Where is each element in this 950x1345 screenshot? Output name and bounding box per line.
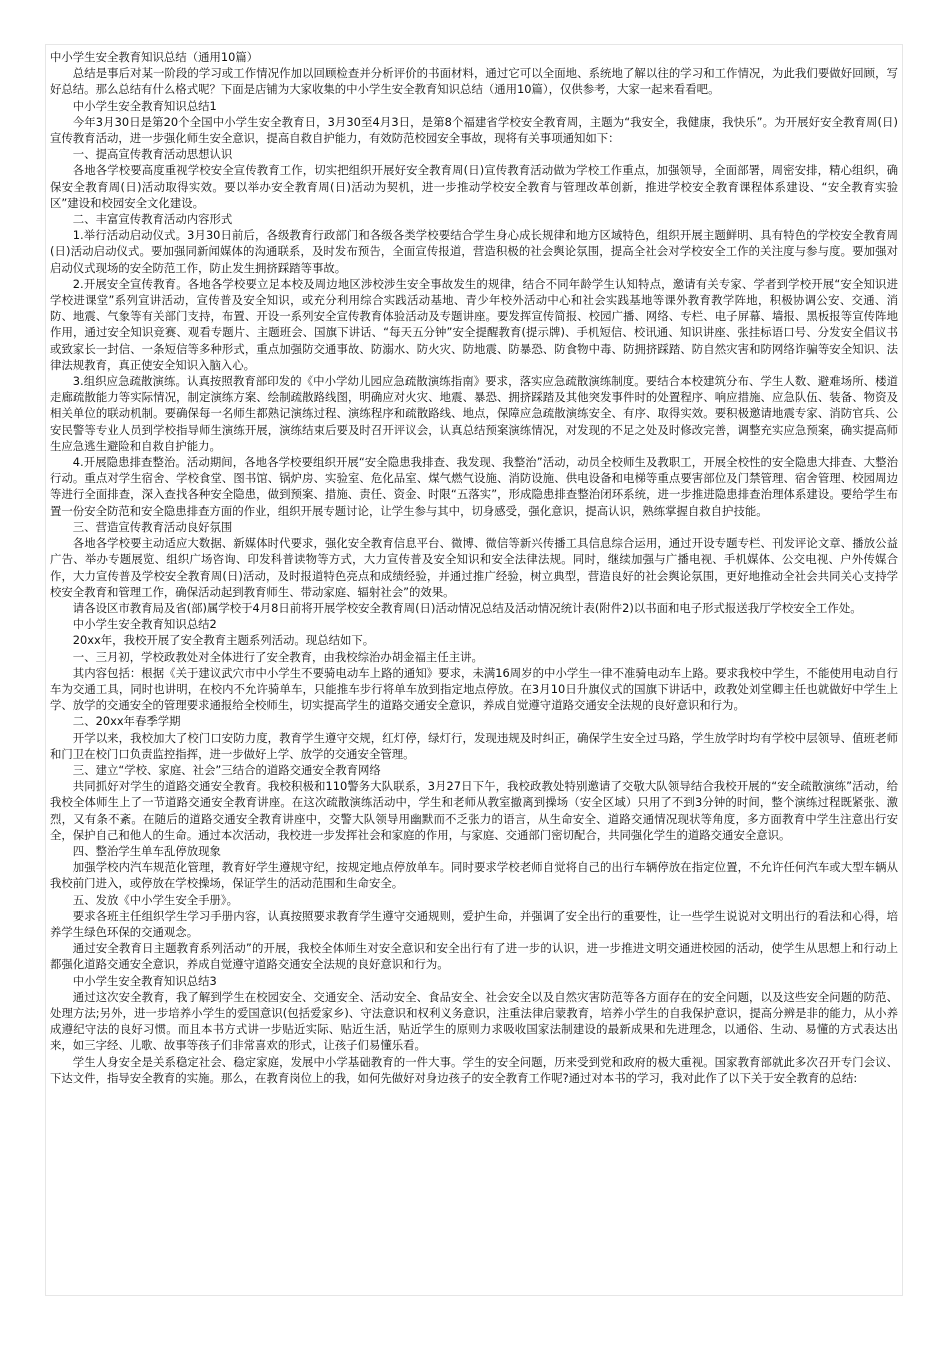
paragraph: 请各设区市教育局及省(部)属学校于4月8日前将开展学校安全教育周(日)活动情况总结及活动情况统计表(附件2)以书面和电子形式报送我厅学校安全工作处。 <box>72 600 862 615</box>
sub-heading: 三、建立“学校、家庭、社会”三结合的道路交通安全教育网络 <box>72 762 381 777</box>
paragraph: 总结是事后对某一阶段的学习或工作情况作加以回顾检查并分析评价的书面材料，通过它可以全面地、系统地了解以往的学习和工作情况，为此我们要做好回顾，写好总结。那么总结有什么格式呢？下面是店铺为大家收集的中小学生安全教育知识总结（通用10篇），仅供参考，大家一起来看看吧。 <box>50 66 898 97</box>
paragraph: 共同抓好对学生的道路交通安全教育。我校积极和110警务大队联系，3月27日下午，我校政教处特别邀请了交敬大队领导结合我校开展的“安全疏散演练”活动，给我校全体师生上了一节道路交通安全教育讲座。在这次疏散演练活动中，学生和老师从教室撤离到操场（安全区域）只用了不到3分钟的时间，整个演练过程既紧张、激烈，又有条不紊。在随后的道路交通安全教育讲座中，交警大队领导用幽默而不乏张力的语言，从生命安全、道路交通情况现状等角度，多方面教育中学生注意出行安全，保护自己和他人的生命。通过本次活动，我校进一步发挥社会和家庭的作用，与家庭、交通部门密切配合，共同强化学生的道路交通安全意识。 <box>50 779 898 842</box>
paragraph: 20xx年，我校开展了安全教育主题系列活动。现总结如下。 <box>72 633 375 648</box>
paragraph: 通过这次安全教育，我了解到学生在校园安全、交通安全、活动安全、食品安全、社会安全以及自然灾害防范等各方面存在的安全问题，以及这些安全问题的防范、处理方法;另外，进一步培养小学生的爱国意识(包括爱家乡)、守法意识和权利义务意识，注重法律启蒙教育，培养小学生的自我保护意识，提高分辨是非的能力，从小养成遵纪守法的良好习惯。而且本书方式讲一步贴近实际、贴近生活，贴近学生的原则力求吸收国家法制建设的最新成果和先进理念，以通俗、生动、易懂的方式表达出来，如三字经、儿歌、故事等孩子们非常喜欢的形式，让孩子们易懂乐看。 <box>50 989 898 1053</box>
paragraph: 学生人身安全是关系稳定社会、稳定家庭，发展中小学基础教育的一件大事。学生的安全问题，历来受到党和政府的极大重视。国家教育部就此多次召开专门会议、下达文件，指导安全教育的实施。那么，在教育岗位上的我，如何先做好对身边孩子的安全教育工作呢?通过对本书的学习，我对此作了以下关于安全教育的总结: <box>50 1054 898 1085</box>
paragraph: 要求各班主任组织学生学习手册内容，认真按照要求教育学生遵守交通规则，爱护生命，并强调了安全出行的重要性，让一些学生说说对文明出行的看法和心得，培养学生绿色环保的交通观念。 <box>50 908 898 939</box>
section-heading: 中小学生安全教育知识总结1 <box>72 98 217 113</box>
document-title: 中小学生安全教育知识总结（通用10篇） <box>50 50 259 64</box>
paragraph: 1.举行活动启动仪式。3月30日前后，各级教育行政部门和各级各类学校要结合学生身心成长规律和地方区域特色，组织开展主题鲜明、具有特色的学校安全教育周(日)活动启动仪式。要加强同新闻媒体的沟通联系，及时发布预告，全面宣传报道，营造积极的社会舆论氛围，提高全社会对学校安全工作的关注度与参与度。要加强对启动仪式现场的安全防范工作，防止发生拥挤踩踏等事故。 <box>50 228 898 275</box>
sub-heading: 一、三月初，学校政教处对全体进行了安全教育，由我校综治办胡金福主任主讲。 <box>72 649 483 664</box>
section-heading: 中小学生安全教育知识总结3 <box>72 973 217 988</box>
sub-heading: 五、发放《中小学生安全手册》。 <box>72 892 238 907</box>
paragraph: 通过安全教育日主题教育系列活动”的开展，我校全体师生对安全意识和安全出行有了进一步的认识，进一步推进文明交通进校园的活动，使学生从思想上和行动上都强化道路交通安全意识，养成自觉遵守道路交通安全法规的良好意识和行为。 <box>50 941 898 972</box>
paragraph: 各地各学校要高度重视学校安全宣传教育工作，切实把组织开展好安全教育周(日)宣传教育活动做为学校工作重点，加强领导，全面部署，周密安排，精心组织，确保安全教育周(日)活动取得实效。要以举办安全教育周(日)活动为契机，进一步推动学校安全教育与管理改革创新，推进学校安全教育课程体系建设、“安全教育实验区”建设和校园安全文化建设。 <box>50 163 898 210</box>
paragraph: 加强学校内汽车规范化管理，教育好学生遵规守纪，按规定地点停放单车。同时要求学校老师自觉将自己的出行车辆停放在指定位置，不允许任何汽车或大型车辆从我校前门进入，或停放在学校操场，保证学生的活动范围和生命安全。 <box>50 860 898 891</box>
paragraph: 开学以来，我校加大了校门口安防力度，教育学生遵守交规，红灯停，绿灯行，发现违规及时纠正，确保学生安全过马路，学生放学时均有学校中层领导、值班老师和门卫在校门口负责监控指挥，进一步做好上学、放学的交通安全管理。 <box>50 730 898 761</box>
document-body <box>50 65 898 1086</box>
document-page <box>45 44 903 1296</box>
sub-heading: 二、20xx年春季学期 <box>72 714 181 729</box>
paragraph: 其内容包括：根据《关于建议武穴市中小学生不要骑电动车上路的通知》要求，未满16周岁的中小学生一律不准骑电动车上路。要求我校中学生，不能使用电动自行车为交通工具，同时也讲明，在校内不允许骑单车，只能推车步行将单车放到指定地点停放。在3月10日升旗仪式的国旗下讲话中，政教处刘堂卿主任也就做好中学生上学、放学的交通安全的管理要求通报给全校师生，切实提高学生的道路交通安全意识，养成自觉遵守道路交通安全法规的良好意识和行为。 <box>50 665 898 713</box>
sub-heading: 二、丰富宣传教育活动内容形式 <box>72 212 233 227</box>
paragraph: 4.开展隐患排查整治。活动期间，各地各学校要组织开展“安全隐患我排查、我发现、我整治”活动，动员全校师生及教职工，开展全校性的安全隐患大排查、大整治行动。重点对学生宿舍、学校食堂、图书馆、锅炉房、实验室、危化品室、煤气燃气设施、消防设施、供电设备和电梯等重点要害部位及门禁管理、宿舍管理、校园周边等进行全面排查，深入查找各种安全隐患，做到预案、措施、责任、资金、时限“五落实”，形成隐患排查整治闭环系统，进一步推进隐患排查治理体系建设。要给学生布置一份安全防范和安全隐患排查方面的作业，组织开展专题讨论，让学生参与其中，切身感受，强化意识，提高认识，熟练掌握自救自护技能。 <box>50 455 898 518</box>
paragraph: 各地各学校要主动适应大数据、新媒体时代要求，强化安全教育信息平台、微博、微信等新兴传播工具信息综合运用，通过开设专题专栏、刊发评论文章、播放公益广告、举办专题展览、组织广场咨询、印发科普读物等方式，大力宣传普及安全知识和安全法律法规。同时，继续加强与广播电视、手机媒体、公交电视、户外传媒合作，大力宣传普及学校安全教育周(日)活动，及时报道特色亮点和成绩经验，并通过推广经验，树立典型，营造良好的社会舆论氛围，更好地推动全社会共同关心支持学校安全教育和管理工作，确保活动起到教育师生、带动家庭、辐射社会”的效果。 <box>50 536 898 599</box>
paragraph: 2.开展安全宣传教育。各地各学校要立足本校及周边地区涉校涉生安全事故发生的规律，结合不同年龄学生认知特点，邀请有关专家、学者到学校开展“安全知识进学校进课堂”系列宣讲活动，宣传普及安全知识，或充分利用综合实践活动基地、青少年校外活动中心和社会实践基地等课外教育教学阵地，积极协调公安、交通、消防、地震、气象等有关部门支持，布置、开设一系列安全宣传教育体验活动及专题讲座。要发挥宣传简报、校园广播、网络、专栏、电子屏幕、墙报、黑板报等宣传阵地作用，通过安全知识竞赛、观看专题片、主题班会、国旗下讲话、“每天五分钟”安全提醒教育(提示牌)、手机短信、校讯通、知识讲座、张挂标语口号、分发安全倡议书或致家长一封信、一条短信等多种形式，重点加强防交通事故、防溺水、防火灾、防地震、防暴恐、防食物中毒、防拥挤踩踏、防自然灾害和防网络诈骗等安全知识、法律法规教育，真正使安全知识入脑入心。 <box>50 276 898 372</box>
sub-heading: 三、营造宣传教育活动良好氛围 <box>72 519 233 534</box>
paragraph: 今年3月30日是第20个全国中小学生安全教育日，3月30至4月3日，是第8个福建省学校安全教育周，主题为“我安全，我健康，我快乐”。为开展好安全教育周(日)宣传教育活动，进一步强化师生安全意识，提高自救自护能力，有效防范校园安全事故，现将有关事项通知如下： <box>50 114 898 146</box>
sub-heading: 四、整治学生单车乱停放现象 <box>72 843 221 858</box>
section-heading: 中小学生安全教育知识总结2 <box>72 617 217 632</box>
paragraph: 3.组织应急疏散演练。认真按照教育部印发的《中小学幼儿园应急疏散演练指南》要求，落实应急疏散演练制度。要结合本校建筑分布、学生人数、避难场所、楼道走廊疏散能力等实际情况，制定演练方案、绘制疏散路线图，明确应对火灾、地震、暴恐、拥挤踩踏及其他突发事件时的处置程序、响应措施、应急队伍、装备、物资及相关单位的联动机制。要确保每一名师生都熟记演练过程、演练程序和疏散路线、地点，保障应急疏散演练安全、有序、取得实效。要积极邀请地震专家、消防官兵、公安民警等专业人员到学校指导师生演练开展，演练结束后要及时召开评议会，认真总结预案演练情况，对发现的不足之处及时修改完善，调整充实应急预案，确实提高师生应急逃生避险和自救自护能力。 <box>50 374 898 453</box>
sub-heading: 一、提高宣传教育活动思想认识 <box>72 147 233 162</box>
